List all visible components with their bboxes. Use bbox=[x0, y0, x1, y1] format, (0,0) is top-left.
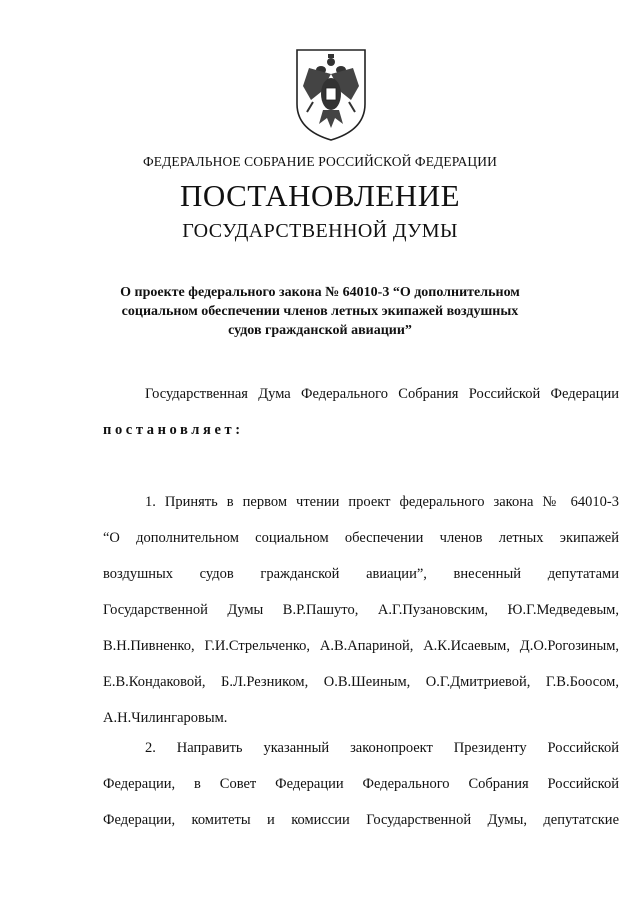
issuing-body: ГОСУДАРСТВЕННОЙ ДУМЫ bbox=[182, 220, 458, 242]
document-subject bbox=[110, 283, 530, 340]
paragraph-line: 2. Направить указанный законопроект Президенту Российской bbox=[145, 740, 619, 756]
paragraph-line: В.Н.Пивненко, Г.И.Стрельченко, А.В.Апариной, А.К.Исаевым, Д.О.Рогозиным, bbox=[103, 638, 619, 654]
subject-line: социальном обеспечении членов летных экипажей воздушных bbox=[121, 304, 519, 319]
coat-of-arms-emblem-icon bbox=[291, 46, 371, 142]
item-1-paragraph bbox=[103, 492, 619, 744]
parliament-name: ФЕДЕРАЛЬНОЕ СОБРАНИЕ РОССИЙСКОЙ ФЕДЕРАЦИИ bbox=[143, 154, 497, 169]
paragraph-line: воздушных судов гражданской авиации”, внесенный депутатами bbox=[103, 566, 619, 582]
resolves-word: постановляет: bbox=[103, 422, 244, 438]
opening-statement: Государственная Дума Федерального Собрания Российской Федерации bbox=[145, 386, 619, 402]
subject-line: О проекте федерального закона № 64010-3 “О дополнительном bbox=[120, 285, 520, 300]
paragraph-line: Государственной Думы В.Р.Пашуто, А.Г.Пузановским, Ю.Г.Медведевым, bbox=[103, 602, 619, 618]
item-2-paragraph bbox=[103, 738, 619, 846]
document-type: ПОСТАНОВЛЕНИЕ bbox=[179, 178, 461, 213]
paragraph-line: Федерации, комитеты и комиссии Государственной Думы, депутатские bbox=[103, 812, 619, 828]
paragraph-line: Е.В.Кондаковой, Б.Л.Резником, О.В.Шеиным, О.Г.Дмитриевой, Г.В.Боосом, bbox=[103, 674, 619, 690]
paragraph-line: 1. Принять в первом чтении проект федерального закона № 64010-3 bbox=[145, 494, 619, 510]
paragraph-line: А.Н.Чилингаровым. bbox=[103, 710, 228, 726]
paragraph-line: “О дополнительном социальном обеспечении членов летных экипажей bbox=[103, 530, 619, 546]
subject-line: судов гражданской авиации” bbox=[228, 323, 412, 338]
paragraph-line: Федерации, в Совет Федерации Федерального Собрания Российской bbox=[103, 776, 619, 792]
